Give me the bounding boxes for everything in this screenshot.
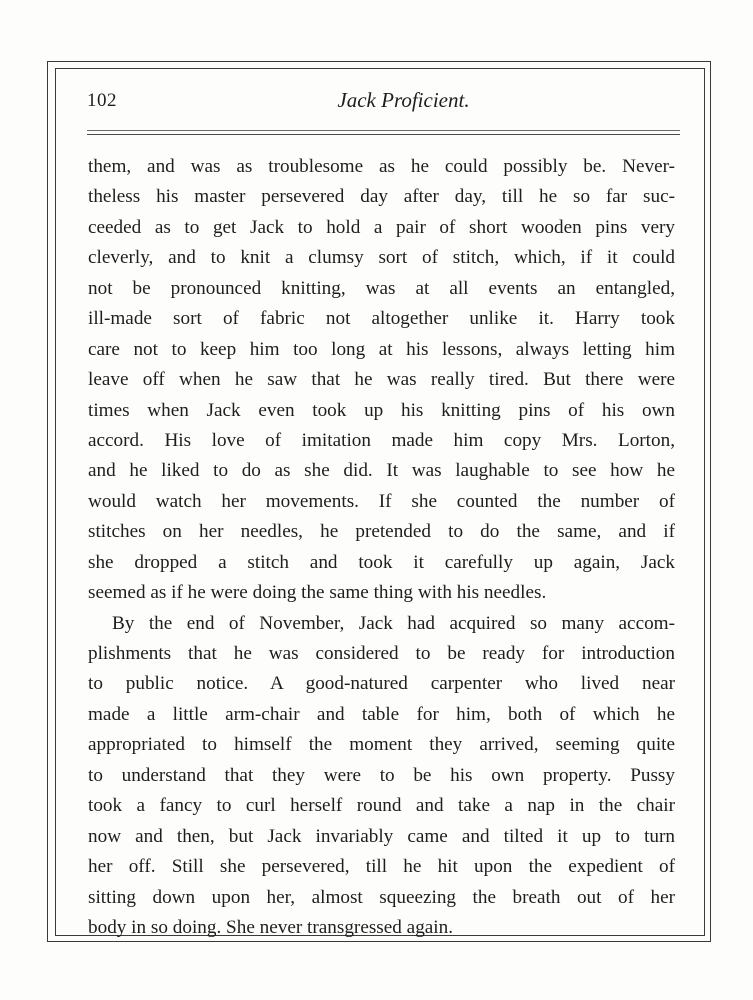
text-line: ceeded as to get Jack to hold a pair of short wooden pins very — [88, 216, 675, 238]
text-line: and he liked to do as she did. It was laughable to see how he — [88, 460, 675, 482]
text-line: not be pronounced knitting, was at all events an entangled, — [88, 277, 675, 299]
text-line: theless his master persevered day after day, till he so far suc- — [88, 186, 675, 208]
text-line: ill-made sort of fabric not altogether unlike it. Harry took — [88, 308, 675, 330]
text-line: took a fancy to curl herself round and take a nap in the chair — [88, 795, 675, 817]
text-line: she dropped a stitch and took it carefully up again, Jack — [88, 551, 675, 573]
text-line: accord. His love of imitation made him copy Mrs. Lorton, — [88, 429, 675, 451]
page-header — [87, 88, 680, 118]
text-line: plishments that he was considered to be ready for introduction — [88, 643, 675, 664]
text-line: By the end of November, Jack had acquired so many accom- — [112, 612, 675, 634]
text-line: times when Jack even took up his knitting pins of his own — [88, 399, 675, 421]
text-line: care not to keep him too long at his lessons, always letting him — [88, 338, 675, 360]
running-title: Jack Proficient. — [337, 88, 470, 112]
text-line: seemed as if he were doing the same thing with his needles. — [88, 582, 547, 604]
body-text — [88, 152, 675, 943]
text-line: now and then, but Jack invariably came and tilted it up to turn — [88, 825, 675, 847]
page-number: 102 — [87, 90, 117, 111]
text-line: to understand that they were to be his own property. Pussy — [88, 764, 675, 786]
text-line: body in so doing. She never transgressed again. — [88, 916, 454, 938]
text-line: her off. Still she persevered, till he hit upon the expedient of — [88, 856, 675, 878]
paragraph — [88, 609, 675, 944]
text-line: stitches on her needles, he pretended to do the same, and if — [88, 521, 675, 543]
text-line: to public notice. A good-natured carpenter who lived near — [88, 673, 675, 695]
text-line: would watch her movements. If she counted the number of — [88, 490, 675, 512]
text-line: them, and was as troublesome as he could possibly be. Never- — [88, 156, 675, 177]
paragraph — [88, 152, 675, 609]
text-line: sitting down upon her, almost squeezing the breath out of her — [88, 886, 675, 908]
header-rule-thin — [87, 130, 680, 131]
text-line: cleverly, and to knit a clumsy sort of stitch, which, if it could — [88, 247, 675, 269]
text-line: leave off when he saw that he was really tired. But there were — [88, 369, 675, 391]
text-line: made a little arm-chair and table for him, both of which he — [88, 703, 675, 725]
header-rule-thick — [87, 134, 680, 135]
text-line: appropriated to himself the moment they arrived, seeming quite — [88, 734, 675, 756]
